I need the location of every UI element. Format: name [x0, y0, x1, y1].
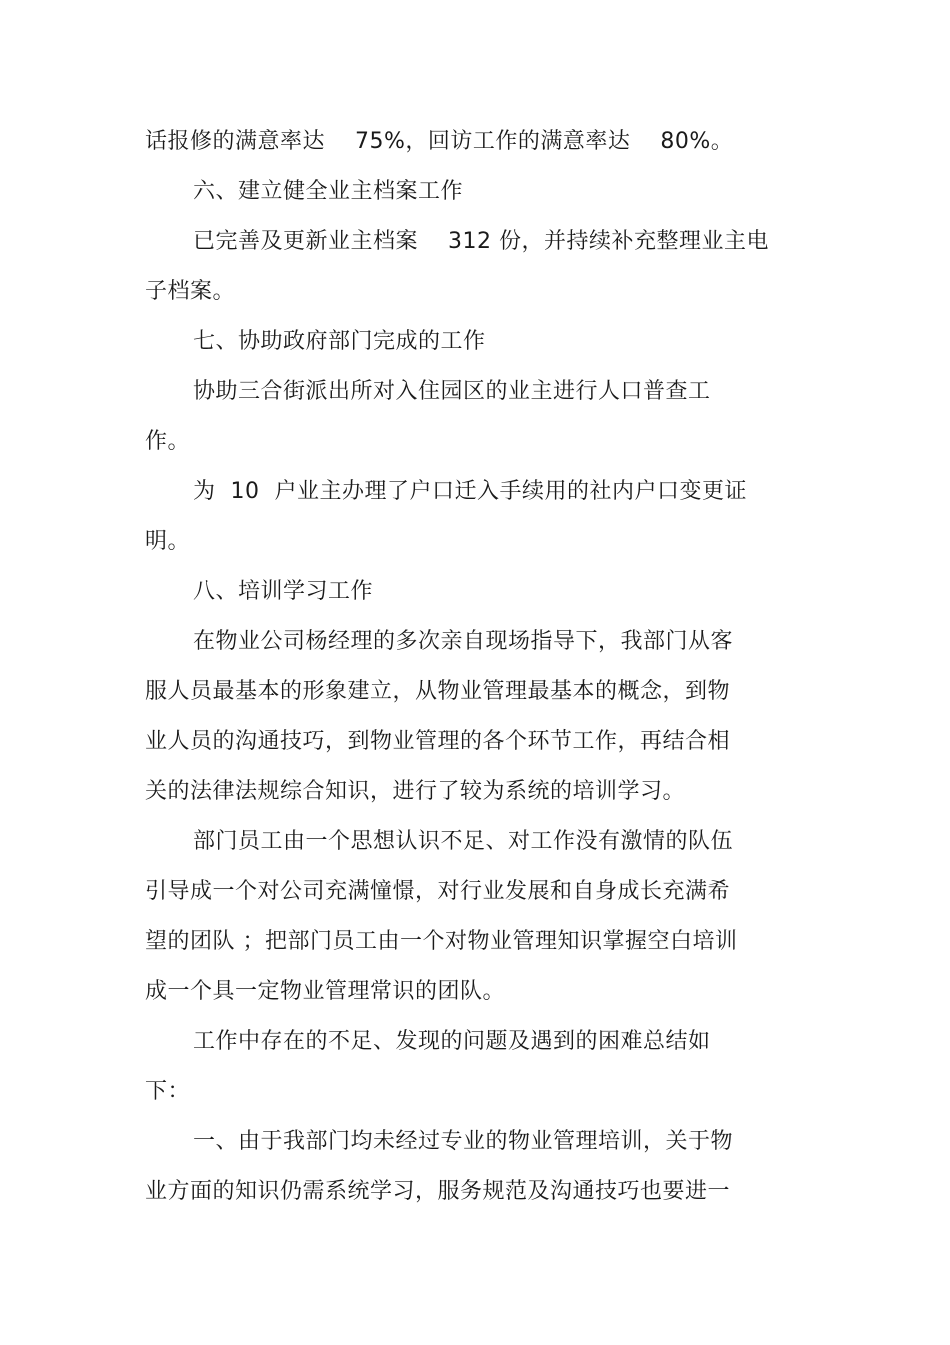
text-line: 业方面的知识仍需系统学习，服务规范及沟通技巧也要进一 [145, 1179, 731, 1204]
text-line: 引导成一个对公司充满憧憬，对行业发展和自身成长充满希 [145, 879, 731, 904]
text-line: 工作中存在的不足、发现的问题及遇到的困难总结如 [193, 1029, 711, 1054]
section-heading: 六、建立健全业主档案工作 [193, 179, 464, 204]
text-line: 作。 [145, 429, 191, 454]
text-line: 一、由于我部门均未经过专业的物业管理培训，关于物 [193, 1129, 734, 1154]
text-line: 明。 [145, 529, 191, 554]
text-line: 话报修的满意率达 75%，回访工作的满意率达 80%。 [145, 129, 734, 154]
text-line: 下： [145, 1079, 191, 1104]
text-line: 为 10 户业主办理了户口迁入手续用的社内户口变更证 [193, 479, 747, 504]
text-line: 望的团队 ；把部门员工由一个对物业管理知识掌握空白培训 [145, 929, 738, 954]
text-line: 已完善及更新业主档案 312 份，并持续补充整理业主电 [193, 229, 769, 254]
text-line: 成一个具一定物业管理常识的团队。 [145, 979, 506, 1004]
text-line: 服人员最基本的形象建立，从物业管理最基本的概念，到物 [145, 679, 731, 704]
section-heading: 八、培训学习工作 [193, 579, 374, 604]
text-line: 关的法律法规综合知识，进行了较为系统的培训学习。 [145, 779, 686, 804]
text-line: 协助三合街派出所对入住园区的业主进行人口普查工 [193, 379, 711, 404]
section-heading: 七、协助政府部门完成的工作 [193, 329, 486, 354]
text-line: 部门员工由一个思想认识不足、对工作没有激情的队伍 [193, 829, 734, 854]
text-line: 子档案。 [145, 279, 236, 304]
text-line: 在物业公司杨经理的多次亲自现场指导下，我部门从客 [193, 629, 734, 654]
text-line: 业人员的沟通技巧，到物业管理的各个环节工作，再结合相 [145, 729, 731, 754]
